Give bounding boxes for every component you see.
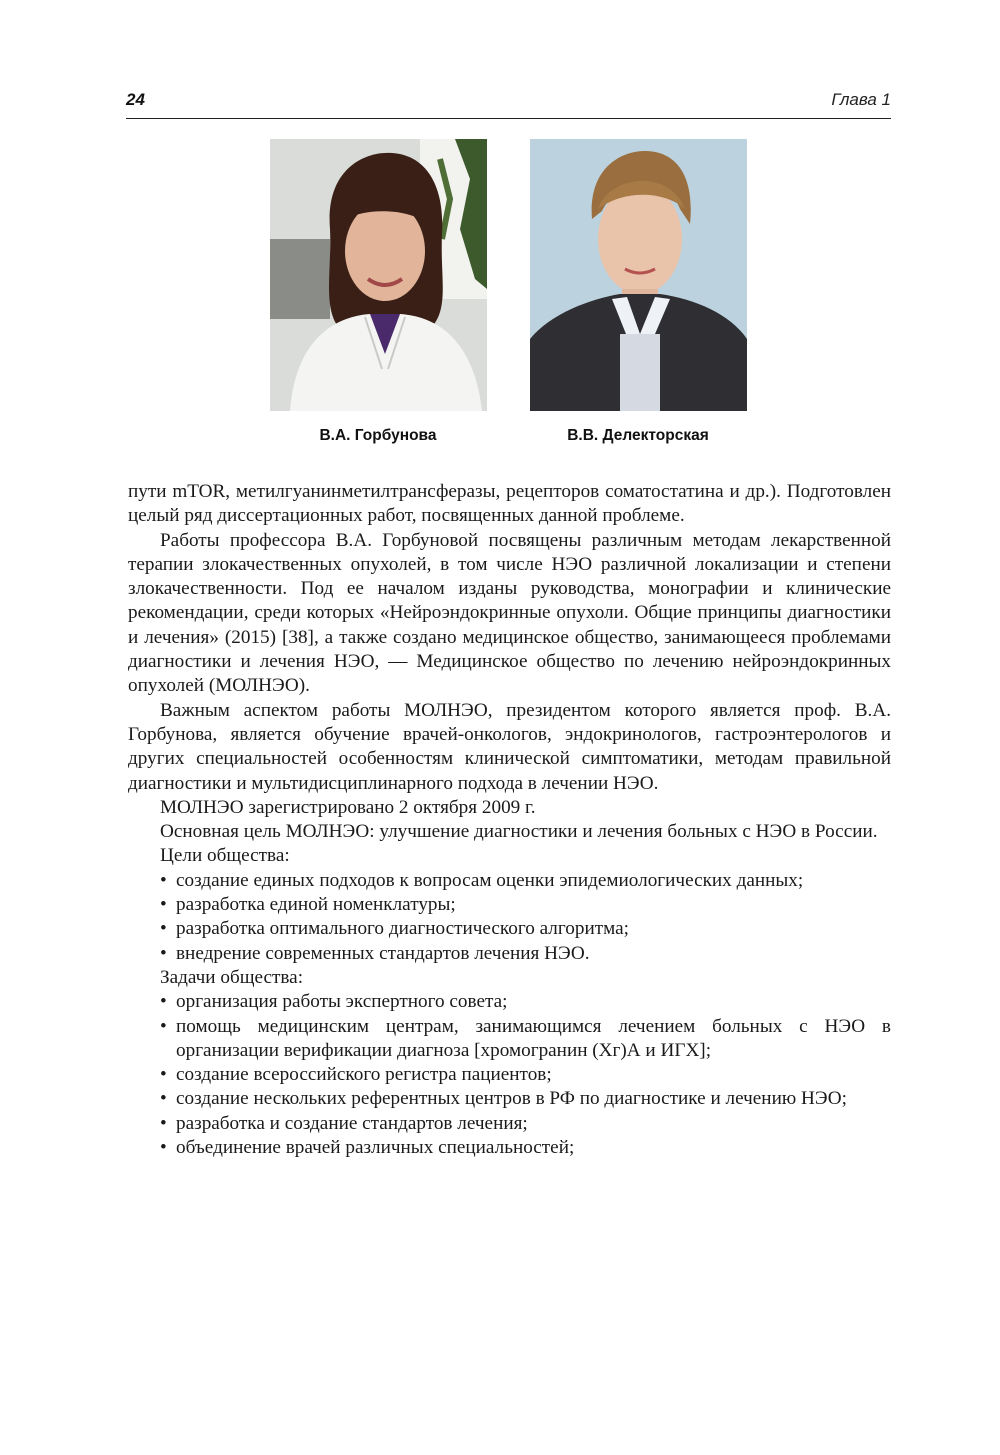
list-item: • разработка и создание стандартов лечения; [128,1112,891,1136]
list-item: • создание единых подходов к вопросам оценки эпидемиологических данных; [128,869,891,893]
list-item: • создание нескольких референтных центров в РФ по диагностике и лечению НЭО; [128,1087,891,1111]
goals-list [128,869,891,966]
goals-heading: Цели общества: [160,845,290,867]
list-item: • помощь медицинским центрам, занимающимся лечением больных с НЭО в организации верификации диагноза [хромогранин (Хг)А и ИГХ]; [160,1015,891,1061]
bullet-icon: • [160,1088,167,1110]
body-text [128,480,891,1160]
portrait-photo-icon [270,139,487,411]
paragraph: Важным аспектом работы МОЛНЭО, президентом которого является проф. В.А. Горбунова, является обучение врачей-онкологов, эндокринологов, гастроэнтерологов и других специальностей особенностям клинической симптоматики, методам правильной диагностики и мультидисциплинарного подхода в лечении НЭО. [128,699,891,794]
list-item: • разработка единой номенклатуры; [128,893,891,917]
portrait-photo-icon [530,139,747,411]
running-header [126,88,891,119]
paragraph: Работы профессора В.А. Горбуновой посвящены различным методам лекарственной терапии злокачественных опухолей, в том числе НЭО различной локализации и степени злокачественности. Под ее началом изданы руководства, монографии и клинические рекомендации, среди которых «Нейроэндокринные опухоли. Общие принципы диагностики и лечения» (2015) [38], а также создано медицинское общество, занимающееся проблемами диагностики и лечения НЭО, — Медицинское общество по лечению нейроэндокринных опухолей (МОЛНЭО). [128,529,891,697]
paragraph: МОЛНЭО зарегистрировано 2 октября 2009 г. [160,796,536,818]
list-item: • объединение врачей различных специальностей; [128,1136,891,1160]
bullet-icon: • [160,1137,167,1159]
portrait-photo-delektorskaya [530,139,747,411]
list-item: • разработка оптимального диагностического алгоритма; [128,917,891,941]
page-number: 24 [126,90,145,109]
chapter-title: Глава 1 [831,90,891,109]
bullet-icon: • [160,894,167,916]
paragraph: пути mTOR, метилгуанинметилтрансферазы, рецепторов соматостатина и др.). Подготовлен целый ряд диссертационных работ, посвященных данной проблеме. [128,481,891,527]
list-item: • организация работы экспертного совета; [128,990,891,1014]
bullet-icon: • [160,1015,167,1037]
paragraph: Основная цель МОЛНЭО: улучшение диагностики и лечения больных с НЭО в России. [160,821,878,843]
photo-caption-2: В.В. Делекторская [567,427,709,444]
bullet-icon: • [160,942,167,964]
bullet-icon: • [160,918,167,940]
portrait-photo-gorbunova [270,139,487,411]
list-item: • создание всероссийского регистра пациентов; [128,1063,891,1087]
bullet-icon: • [160,991,167,1013]
bullet-icon: • [160,1064,167,1086]
photo-caption-1: В.А. Горбунова [319,427,437,444]
list-item: • внедрение современных стандартов лечения НЭО. [128,942,891,966]
bullet-icon: • [160,869,167,891]
tasks-list [128,990,891,1160]
bullet-icon: • [160,1112,167,1134]
tasks-heading: Задачи общества: [160,966,304,988]
